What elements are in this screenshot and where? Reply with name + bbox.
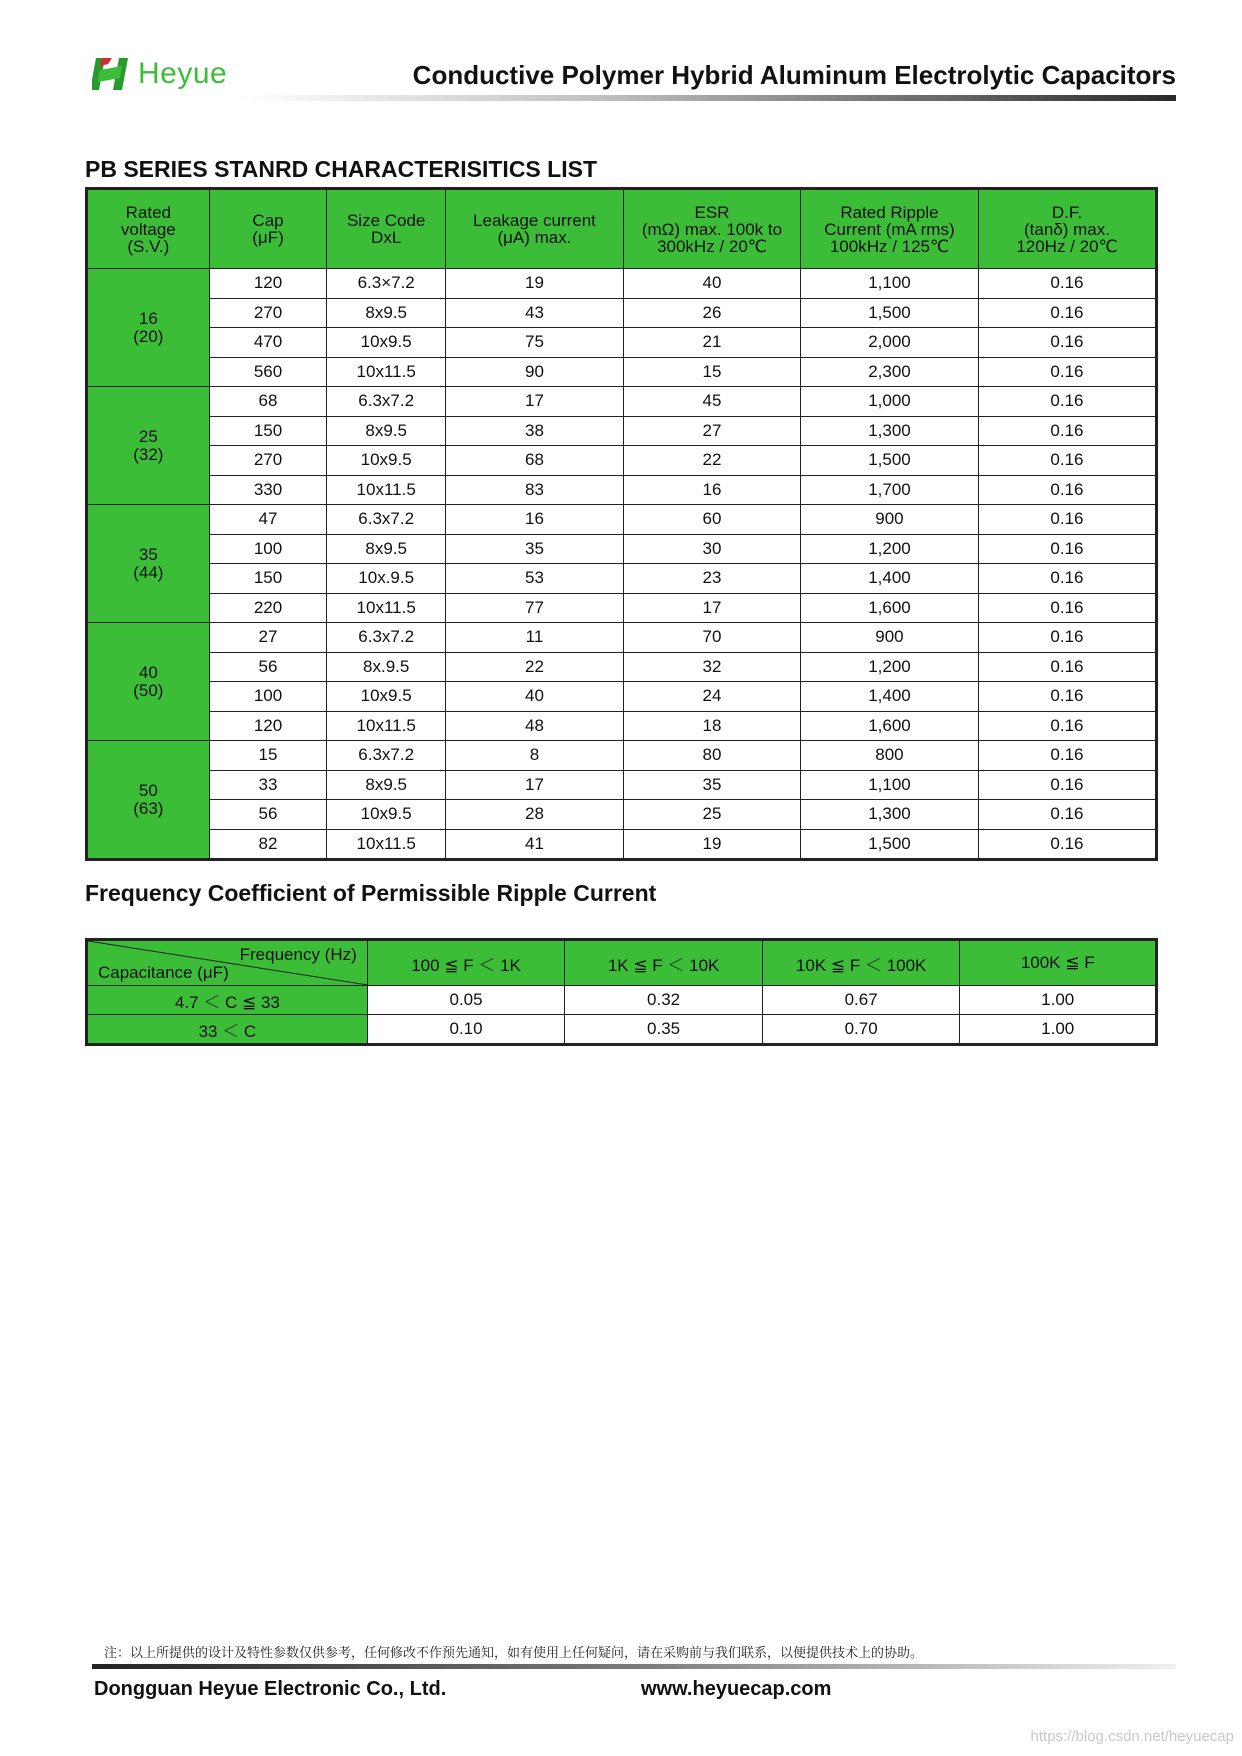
column-header-line: (tanδ) max. [1023,219,1110,239]
table-header-row [87,189,1157,269]
table-cell: 0.16 [978,534,1156,564]
column-header-line: 100kHz / 125℃ [829,236,950,256]
column-header [978,189,1156,269]
corner-frequency-label: Frequency (Hz) [239,945,357,964]
column-header-line: Rated Ripple [840,202,939,222]
table-cell: 120 [209,269,327,299]
table-cell: 6.3x7.2 [327,623,446,653]
table-cell: 1,600 [800,711,978,741]
table-cell: 10x11.5 [327,593,446,623]
column-header-line: Current (mA rms) [824,219,955,239]
table-cell: 16 [446,505,624,535]
column-header-line: 300kHz / 20℃ [657,236,767,256]
table-cell: 1,300 [800,800,978,830]
coefficient-cell: 0.32 [565,986,763,1015]
table-cell: 1,400 [800,564,978,594]
coefficient-cell: 1.00 [960,1015,1157,1045]
table-cell: 0.16 [978,269,1156,299]
coefficient-cell: 0.67 [762,986,960,1015]
column-header [209,189,327,269]
table-cell: 10x9.5 [327,446,446,476]
table-cell: 6.3x7.2 [327,505,446,535]
coefficient-cell: 1.00 [960,986,1157,1015]
table-cell: 10x11.5 [327,475,446,505]
table-cell: 48 [446,711,624,741]
table-cell: 120 [209,711,327,741]
table-cell: 21 [623,328,800,358]
table-cell: 0.16 [978,446,1156,476]
frequency-coefficient-table [85,938,1158,1046]
table-row [87,800,1157,830]
table-cell: 1,000 [800,387,978,417]
freq-header-row [87,940,1157,986]
table-cell: 10x11.5 [327,829,446,860]
table-cell: 41 [446,829,624,860]
table-cell: 900 [800,623,978,653]
column-header-line: (mΩ) max. 100k to [641,219,783,239]
table-cell: 150 [209,416,327,446]
table-cell: 0.16 [978,475,1156,505]
table-row [87,829,1157,860]
table-cell: 800 [800,741,978,771]
table-cell: 6.3x7.2 [327,387,446,417]
table-cell: 1,700 [800,475,978,505]
table-cell: 90 [446,357,624,387]
table-row [87,564,1157,594]
table-row [87,623,1157,653]
rated-voltage-cell [87,741,210,860]
rated-voltage: 50 [138,780,158,800]
table-row [87,328,1157,358]
capacitance-range-cell: 4.7 ＜ C ≦ 33 [87,986,368,1015]
column-header [87,189,210,269]
table-cell: 47 [209,505,327,535]
characteristics-table [85,187,1158,861]
table-cell: 0.16 [978,800,1156,830]
rated-voltage-cell [87,505,210,623]
table-cell: 18 [623,711,800,741]
column-header-line: (S.V.) [127,236,170,256]
table-cell: 100 [209,534,327,564]
column-header [623,189,800,269]
table-row [87,505,1157,535]
table-cell: 68 [209,387,327,417]
table-cell: 17 [446,770,624,800]
table-cell: 0.16 [978,741,1156,771]
column-header-line: (μA) max. [497,228,572,247]
rated-voltage-cell [87,387,210,505]
table-cell: 53 [446,564,624,594]
table-cell: 2,000 [800,328,978,358]
brand-logo [92,50,227,98]
surge-voltage: (44) [133,562,164,582]
table-cell: 60 [623,505,800,535]
table-cell: 27 [209,623,327,653]
table-cell: 77 [446,593,624,623]
table-cell: 0.16 [978,416,1156,446]
coefficient-cell: 0.70 [762,1015,960,1045]
table-cell: 470 [209,328,327,358]
table-cell: 6.3×7.2 [327,269,446,299]
table-cell: 30 [623,534,800,564]
table-cell: 19 [446,269,624,299]
table-cell: 27 [623,416,800,446]
column-header [446,189,624,269]
surge-voltage: (32) [133,444,164,464]
surge-voltage: (63) [133,798,164,818]
table-cell: 270 [209,446,327,476]
table-cell: 1,200 [800,534,978,564]
watermark: https://blog.csdn.net/heyuecap [1030,1728,1234,1745]
table-cell: 8 [446,741,624,771]
table-cell: 15 [209,741,327,771]
table-row [87,711,1157,741]
column-header-line: Cap [252,211,284,230]
frequency-range-header: 100 ≦ F ＜ 1K [367,940,565,986]
rated-voltage-cell [87,623,210,741]
table-cell: 1,500 [800,446,978,476]
table-cell: 150 [209,564,327,594]
corner-capacitance-label: Capacitance (μF) [98,963,229,982]
table-cell: 10x11.5 [327,357,446,387]
table-cell: 40 [623,269,800,299]
section-title-characteristics: PB SERIES STANRD CHARACTERISITICS LIST [85,156,597,182]
table-cell: 0.16 [978,711,1156,741]
table-cell: 0.16 [978,682,1156,712]
table-row [87,475,1157,505]
table-cell: 23 [623,564,800,594]
website-link[interactable]: www.heyuecap.com [641,1678,832,1700]
column-header-line: ESR [694,202,730,222]
table-row [87,387,1157,417]
surge-voltage: (20) [133,326,164,346]
table-cell: 0.16 [978,505,1156,535]
table-cell: 56 [209,800,327,830]
coefficient-cell: 0.10 [367,1015,565,1045]
table-cell: 0.16 [978,387,1156,417]
table-cell: 1,500 [800,829,978,860]
table-cell: 8x9.5 [327,770,446,800]
table-cell: 11 [446,623,624,653]
table-row [87,446,1157,476]
table-cell: 17 [446,387,624,417]
section-title-frequency: Frequency Coefficient of Permissible Ripple Current [85,880,657,906]
table-cell: 0.16 [978,328,1156,358]
table-cell: 270 [209,298,327,328]
table-cell: 0.16 [978,652,1156,682]
table-cell: 8x9.5 [327,416,446,446]
table-cell: 10x9.5 [327,328,446,358]
table-cell: 6.3x7.2 [327,741,446,771]
table-row [87,770,1157,800]
table-cell: 8x9.5 [327,298,446,328]
column-header-line: Rated [125,202,172,222]
table-cell: 70 [623,623,800,653]
table-cell: 45 [623,387,800,417]
capacitance-range-cell: 33 ＜ C [87,1015,368,1045]
rated-voltage-cell [87,269,210,387]
footer-rule [92,1664,1176,1669]
table-cell: 68 [446,446,624,476]
table-cell: 1,600 [800,593,978,623]
rated-voltage: 35 [138,544,158,564]
heyue-logo-icon [92,54,132,94]
company-name: Dongguan Heyue Electronic Co., Ltd. [94,1678,447,1700]
table-cell: 10x9.5 [327,800,446,830]
table-cell: 1,500 [800,298,978,328]
table-cell: 2,300 [800,357,978,387]
rated-voltage: 25 [138,426,158,446]
table-cell: 220 [209,593,327,623]
table-cell: 0.16 [978,623,1156,653]
table-cell: 16 [623,475,800,505]
table-row [87,357,1157,387]
table-cell: 82 [209,829,327,860]
table-cell: 17 [623,593,800,623]
freq-corner-cell [87,940,368,986]
table-cell: 35 [623,770,800,800]
table-cell: 25 [623,800,800,830]
rated-voltage: 16 [138,308,158,328]
frequency-range-header: 100K ≦ F [960,940,1157,986]
table-cell: 22 [446,652,624,682]
table-cell: 28 [446,800,624,830]
column-header-line: DxL [371,228,402,247]
table-cell: 0.16 [978,770,1156,800]
table-cell: 0.16 [978,829,1156,860]
table-cell: 10x11.5 [327,711,446,741]
freq-row [87,986,1157,1015]
column-header-line: voltage [120,219,176,239]
table-cell: 43 [446,298,624,328]
table-cell: 40 [446,682,624,712]
column-header-line: D.F. [1051,202,1083,222]
table-cell: 35 [446,534,624,564]
table-cell: 100 [209,682,327,712]
table-cell: 19 [623,829,800,860]
table-cell: 0.16 [978,298,1156,328]
table-row [87,741,1157,771]
frequency-range-header: 10K ≦ F ＜ 100K [762,940,960,986]
document-title: Conductive Polymer Hybrid Aluminum Electrolytic Capacitors [412,60,1176,90]
table-cell: 22 [623,446,800,476]
column-header [800,189,978,269]
coefficient-cell: 0.05 [367,986,565,1015]
table-cell: 38 [446,416,624,446]
column-header-line: Size Code [346,211,426,230]
column-header-line: 120Hz / 20℃ [1016,236,1118,256]
table-cell: 0.16 [978,564,1156,594]
table-cell: 80 [623,741,800,771]
table-cell: 900 [800,505,978,535]
table-row [87,534,1157,564]
table-cell: 10x9.5 [327,682,446,712]
column-header [327,189,446,269]
column-header-line: Leakage current [473,211,596,230]
table-row [87,652,1157,682]
freq-row [87,1015,1157,1045]
table-row [87,416,1157,446]
table-row [87,298,1157,328]
table-cell: 24 [623,682,800,712]
table-cell: 0.16 [978,593,1156,623]
table-row [87,269,1157,299]
table-cell: 15 [623,357,800,387]
brand-name: Heyue [138,57,228,90]
table-cell: 33 [209,770,327,800]
table-cell: 560 [209,357,327,387]
header-rule [240,95,1176,101]
surge-voltage: (50) [133,680,164,700]
table-cell: 1,100 [800,269,978,299]
table-cell: 56 [209,652,327,682]
table-cell: 32 [623,652,800,682]
table-row [87,682,1157,712]
table-cell: 1,300 [800,416,978,446]
table-cell: 10x.9.5 [327,564,446,594]
coefficient-cell: 0.35 [565,1015,763,1045]
table-cell: 8x9.5 [327,534,446,564]
column-header-line: (μF) [252,228,284,247]
table-cell: 8x.9.5 [327,652,446,682]
table-cell: 83 [446,475,624,505]
table-cell: 330 [209,475,327,505]
table-cell: 1,200 [800,652,978,682]
table-cell: 75 [446,328,624,358]
disclaimer-note: 注：以上所提供的设计及特性参数仅供参考，任何修改不作预先通知，如有使用上任何疑问，请在采购前与我们联系，以便提供技术上的协助。 [104,1646,924,1661]
frequency-range-header: 1K ≦ F ＜ 10K [565,940,763,986]
rated-voltage: 40 [138,662,158,682]
table-cell: 1,100 [800,770,978,800]
table-cell: 26 [623,298,800,328]
table-cell: 0.16 [978,357,1156,387]
table-row [87,593,1157,623]
table-cell: 1,400 [800,682,978,712]
